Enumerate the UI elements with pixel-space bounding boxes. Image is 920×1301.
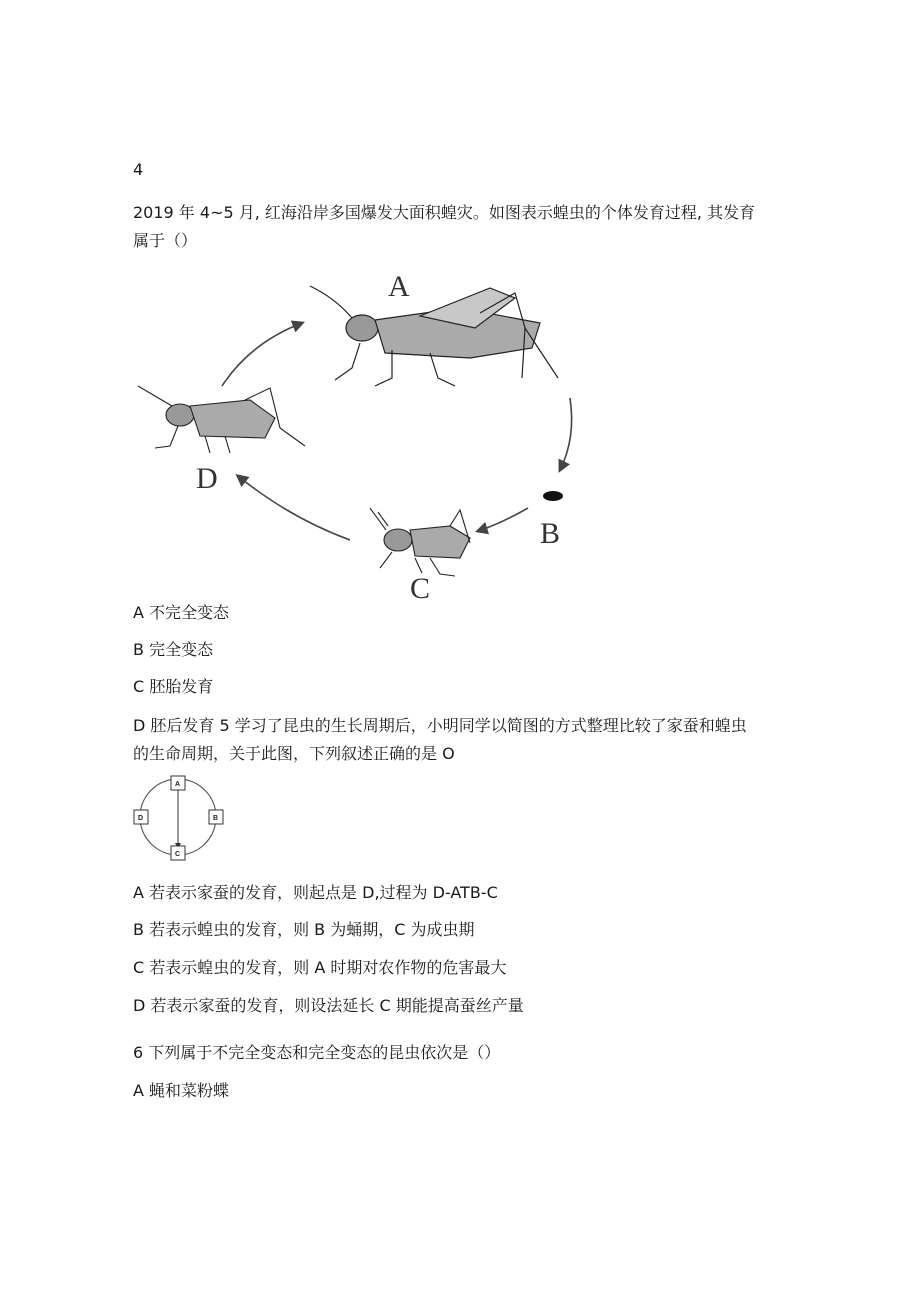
arrow-b-to-c: [478, 508, 528, 531]
question-6-stem: 6 下列属于不完全变态和完全变态的昆虫依次是（）: [133, 1043, 501, 1062]
stage-label-a: A: [175, 781, 181, 788]
arrow-a-to-b: [560, 398, 572, 470]
question-5-option-b: B 若表示蝗虫的发育，则 B 为蛹期，C 为成虫期: [133, 920, 475, 939]
question-4-stem-line2: 属于（）: [133, 231, 198, 250]
question-4-number: 4: [133, 160, 144, 179]
question-6-option-a: A 蝇和菜粉蝶: [133, 1081, 230, 1100]
question-4-option-b: B 完全变态: [133, 640, 214, 659]
figure-label-d: D: [196, 462, 218, 495]
stage-label-d: D: [138, 815, 144, 822]
life-cycle-diagram: [130, 770, 230, 865]
question-5-option-d: D 若表示家蚕的发育，则设法延长 C 期能提高蚕丝产量: [133, 996, 524, 1015]
question-5-stem-line1: D 胚后发育 5 学习了昆虫的生长周期后，小明同学以简图的方式整理比较了家蚕和蝗虫: [133, 716, 747, 735]
nymph-locust-c-drawing: [370, 508, 470, 576]
question-5-stem-line2: 的生命周期，关于此图，下列叙述正确的是 O: [133, 744, 455, 763]
question-4-stem-line1: 2019 年 4~5 月, 红海沿岸多国爆发大面积蝗灾。如图表示蝗虫的个体发育过程, 其发育: [133, 203, 756, 222]
figure-label-c: C: [410, 572, 431, 603]
stage-label-c: C: [175, 851, 181, 858]
stage-label-b: B: [213, 815, 219, 822]
question-4-option-c: C 胚胎发育: [133, 677, 214, 696]
nymph-locust-d-drawing: [138, 386, 305, 453]
question-5-option-c: C 若表示蝗虫的发育，则 A 时期对农作物的危害最大: [133, 958, 507, 977]
question-4-option-a: A 不完全变态: [133, 603, 230, 622]
egg-b-drawing: [543, 491, 563, 501]
question-5-option-a: A 若表示家蚕的发育，则起点是 D,过程为 D-ATB-C: [133, 883, 498, 902]
figure-label-a: A: [388, 270, 410, 303]
arrow-c-to-d: [238, 476, 350, 540]
arrow-d-to-a: [222, 323, 302, 386]
figure-label-b: B: [540, 517, 561, 550]
locust-life-cycle-figure: [130, 268, 590, 603]
adult-locust-a-drawing: [310, 286, 558, 386]
